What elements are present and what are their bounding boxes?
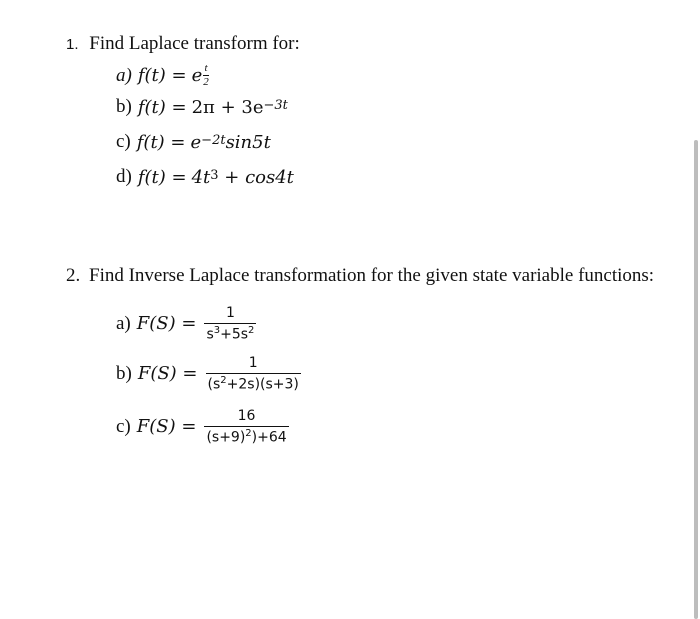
q1-item-b-rhs: 2π + 3e: [191, 96, 264, 118]
q1-item-c-tail: sin5t: [225, 131, 271, 153]
q2-item-b: [116, 356, 301, 392]
q2-item-b-lhs: F(S) =: [137, 363, 198, 385]
q2-item-a-label: a): [116, 312, 131, 334]
q2-item-a-numerator: 1: [225, 305, 235, 321]
question-1-heading: [66, 33, 300, 55]
q1-item-d-sup: 3: [210, 167, 219, 183]
q2-item-a-fraction: [204, 306, 256, 342]
q2-item-b-den-part-b: +2s)(s+3): [226, 376, 299, 393]
q2-item-b-fraction: [206, 356, 301, 392]
q1-item-c-sup: −2t: [201, 132, 226, 148]
q1-item-a-exp-den: 2: [203, 76, 209, 88]
q1-item-b-lhs: f(t) =: [137, 96, 187, 118]
q1-item-c-label: c): [116, 131, 131, 152]
q1-item-d-rhs: 4t: [191, 166, 211, 188]
question-1-number: 1.: [66, 36, 79, 53]
q2-item-c-numerator: 16: [237, 408, 256, 424]
q2-item-b-den-part-a: (s: [207, 376, 221, 393]
q1-item-a-exponent: [203, 63, 209, 88]
scrollbar-thumb[interactable]: [694, 140, 698, 619]
q1-item-c-lhs: f(t) =: [136, 131, 186, 153]
q1-item-a-label: a): [116, 64, 132, 86]
q2-item-b-numerator: 1: [248, 355, 258, 371]
q2-item-b-denominator: [206, 376, 301, 392]
q2-item-c-den-part-a: (s+9): [206, 429, 246, 446]
q2-item-c-denominator: [204, 429, 288, 445]
q1-item-b: [116, 96, 288, 118]
q2-item-c-den-part-b: )+64: [251, 429, 287, 446]
q1-item-c: [116, 131, 271, 153]
q1-item-d-label: d): [116, 166, 132, 187]
fraction-bar: [204, 323, 256, 324]
q1-item-d-lhs: f(t) =: [137, 166, 187, 188]
q1-item-b-sup: −3t: [263, 97, 288, 113]
fraction-bar: [204, 426, 288, 427]
q1-item-a-base: e: [191, 65, 203, 86]
q1-item-a: [116, 63, 209, 88]
q2-item-b-label: b): [116, 362, 132, 384]
q1-item-c-rhs: e: [190, 131, 202, 153]
q2-item-a-den-part-b: +5s: [220, 326, 249, 343]
q1-item-d: [116, 166, 294, 188]
q2-item-a: [116, 306, 256, 342]
vertical-scrollbar[interactable]: [692, 0, 700, 619]
q1-item-a-exp-num: t: [204, 62, 208, 74]
q2-item-a-lhs: F(S) =: [136, 313, 197, 335]
question-2-title: Find Inverse Laplace transformation for the given state variable functions:: [89, 265, 655, 286]
q2-item-a-den-sup-a: 3: [213, 325, 221, 336]
q1-item-a-lhs: f(t) =: [137, 65, 187, 86]
q2-item-c-lhs: F(S) =: [136, 416, 197, 438]
q1-item-b-label: b): [116, 96, 132, 117]
q2-item-a-den-part-a: s: [206, 326, 214, 343]
q2-item-a-den-sup-b: 2: [248, 325, 255, 336]
q2-item-c-den-sup-a: 2: [245, 428, 252, 439]
q2-item-c-label: c): [116, 415, 131, 437]
q1-item-d-tail: + cos4t: [218, 166, 294, 188]
question-1-title: Find Laplace transform for:: [89, 33, 300, 54]
q2-item-b-den-sup-a: 2: [220, 375, 227, 386]
q2-item-a-denominator: [204, 326, 256, 342]
question-2-number: 2.: [66, 265, 81, 286]
q2-item-c: [116, 409, 289, 445]
fraction-bar: [206, 373, 301, 374]
q2-item-c-fraction: [204, 409, 288, 445]
question-2-heading: [66, 265, 654, 287]
